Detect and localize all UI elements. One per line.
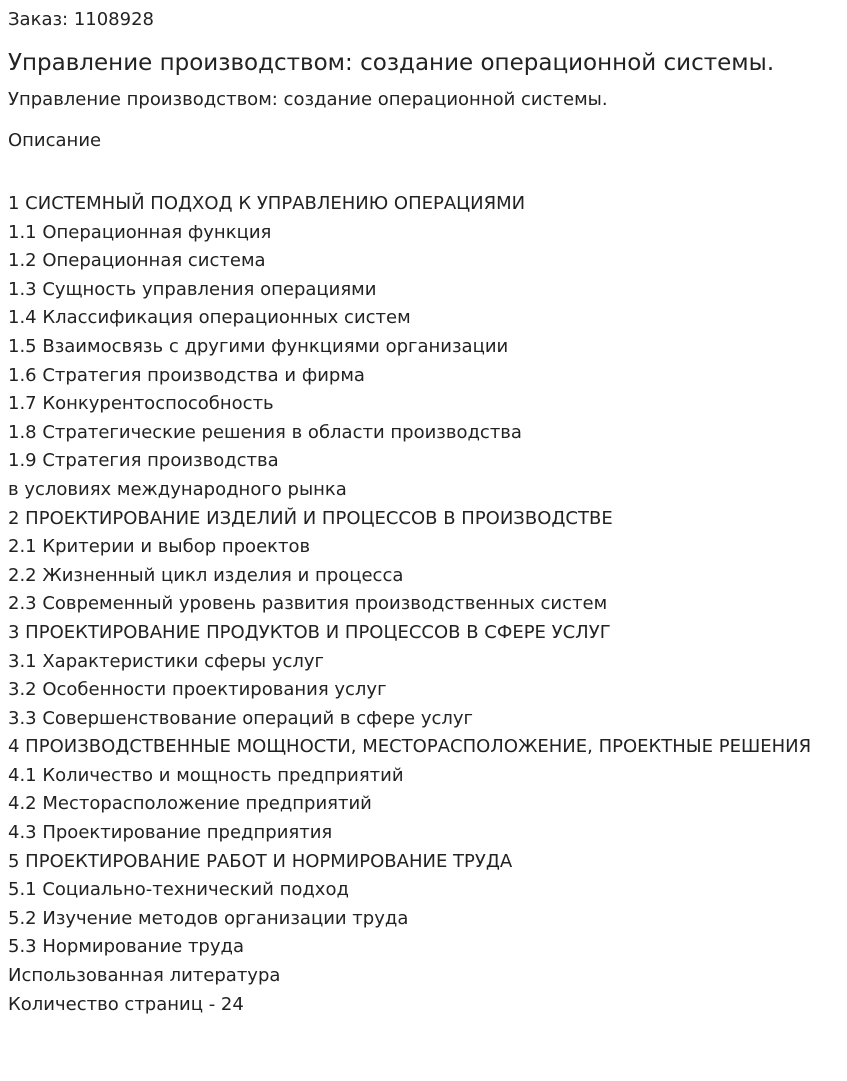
toc-item: 3.3 Совершенствование операций в сфере услуг [8,707,474,729]
toc-item: 1.1 Операционная функция [8,221,272,243]
toc-item: 2.3 Современный уровень развития производственных систем [8,593,608,615]
toc-item: 5.2 Изучение методов организации труда [8,907,409,929]
toc-item: Использованная литература [8,965,281,987]
toc-item: 2.1 Критерии и выбор проектов [8,536,311,558]
toc-item: 1.5 Взаимосвязь с другими функциями организации [8,335,509,357]
page-title: Управление производством: создание операционной системы. [8,50,775,76]
toc-item: 1.2 Операционная система [8,250,266,272]
toc-item: 1 СИСТЕМНЫЙ ПОДХОД К УПРАВЛЕНИЮ ОПЕРАЦИЯМИ [8,193,526,214]
toc-item: 2 ПРОЕКТИРОВАНИЕ ИЗДЕЛИЙ И ПРОЦЕССОВ В ПРОИЗВОДСТВЕ [8,507,613,529]
toc-item: 4 ПРОИЗВОДСТВЕННЫЕ МОЩНОСТИ, МЕСТОРАСПОЛОЖЕНИЕ, ПРОЕКТНЫЕ РЕШЕНИЯ [8,736,812,758]
toc-item: 1.7 Конкурентоспособность [8,393,274,415]
description-label: Описание [8,130,102,151]
toc-item: 4.2 Месторасположение предприятий [8,793,372,815]
toc-item: 1.6 Стратегия производства и фирма [8,364,365,386]
toc-item: 1.4 Классификация операционных систем [8,307,411,329]
toc-item: 1.9 Стратегия производства [8,450,279,472]
toc-item: 2.2 Жизненный цикл изделия и процесса [8,564,404,586]
toc-item: 4.3 Проектирование предприятия [8,822,333,844]
toc-item: 3.2 Особенности проектирования услуг [8,679,387,701]
table-of-contents [8,190,838,1019]
page-subtitle: Управление производством: создание операционной системы. [8,89,608,110]
toc-item: в условиях международного рынка [8,478,347,500]
toc-item: Количество страниц - 24 [8,993,244,1015]
toc-item: 5.3 Нормирование труда [8,936,244,958]
toc-item: 5 ПРОЕКТИРОВАНИЕ РАБОТ И НОРМИРОВАНИЕ ТРУДА [8,850,513,872]
toc-item: 1.8 Стратегические решения в области производства [8,421,522,443]
toc-item: 5.1 Социально-технический подход [8,879,349,901]
order-number: Заказ: 1108928 [8,9,154,30]
toc-item: 4.1 Количество и мощность предприятий [8,764,404,786]
toc-item: 3.1 Характеристики сферы услуг [8,650,324,672]
toc-item: 3 ПРОЕКТИРОВАНИЕ ПРОДУКТОВ И ПРОЦЕССОВ В СФЕРЕ УСЛУГ [8,621,611,643]
toc-item: 1.3 Сущность управления операциями [8,278,377,300]
